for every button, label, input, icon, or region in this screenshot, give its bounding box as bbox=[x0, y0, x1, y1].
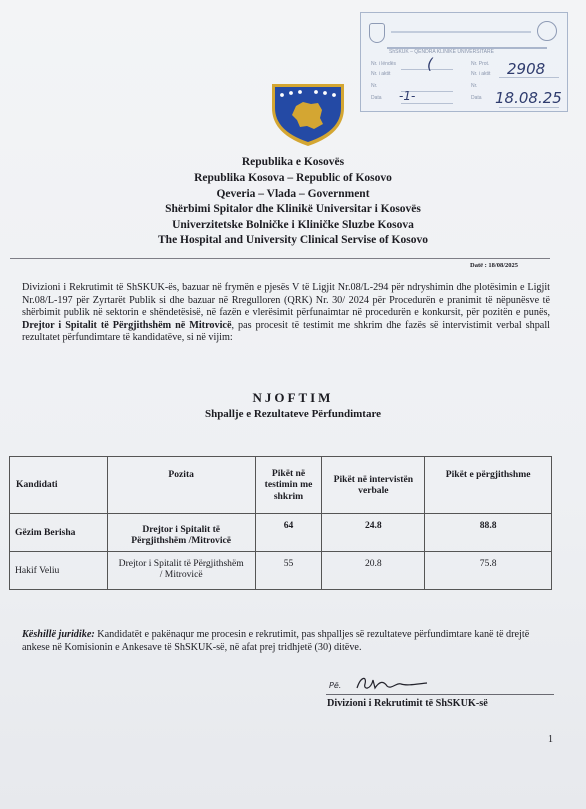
header-line-government: Qeveria – Vlada – Government bbox=[216, 188, 370, 200]
legal-advice: Këshillë juridike: Kandidatët e pakënaqur me procesin e rekrutimit, pas shpalljes së rezultateve përfundimtare kanë të drejtë ankese në Komisionin e Ankesave të ShSKUK-së, në afat prej tridhjetë (30) ditëve. bbox=[22, 629, 530, 653]
position-title: Drejtor i Spitalit të Përgjithshëm në Mitrovicë bbox=[22, 319, 232, 331]
written-score: 64 bbox=[255, 514, 322, 552]
kosovo-coat-of-arms-icon bbox=[270, 82, 346, 148]
handwritten-signature bbox=[327, 672, 437, 696]
column-header-written-test: Pikët në testimin me shkrim bbox=[255, 457, 322, 514]
header-line-institution-sq: Shërbimi Spitalor dhe Klinikë Universitar i Kosovës bbox=[165, 203, 421, 215]
header-line-institution-sr: Univerzitetske Bolničke i Kliničke Sluzbe Kosova bbox=[172, 219, 414, 231]
candidate-position: Drejtor i Spitalit të Përgjithshëm /Mitrovicë bbox=[107, 514, 255, 552]
candidate-position: Drejtor i Spitalit të Përgjithshëm / Mitrovicë bbox=[107, 552, 255, 590]
legal-advice-label: Këshillë juridike: bbox=[22, 629, 95, 640]
kosovo-shield-icon bbox=[369, 23, 385, 43]
header-line-republic: Republika e Kosovës bbox=[241, 156, 345, 168]
intro-paragraph: Divizioni i Rekrutimit të ShSKUK-ës, bazuar në frymën e pjesës V të Ligjit Nr.08/L-294 për ndryshimin dhe plotësimin e Ligjit Nr.08/L-197 për Zyrtarët Publik si dhe bazuar në Rregulloren (QRK) Nr. 30/ 2024 për Procedurën e pranimit të nëpunësve të shërbimit publik në sektorin e shëndetësisë, në fazën e vlerësimit përfunaimtar në procedurën e konkursit, për pozitën e punës, Drejtor i Spitalit të Përgjithshëm në Mitrovicë, pas procesit të testimit me shkrim dhe fazës së intervistimit verbal shpall rezultatet përfundimtare të kandidatëve, si në vijim: bbox=[22, 282, 550, 343]
document-date: Datë : 18/08/2025 bbox=[470, 262, 519, 269]
results-table bbox=[9, 456, 552, 590]
signature-label: Divizioni i Rekrutimit të ShSKUK-së bbox=[327, 698, 488, 709]
column-header-oral-interview: Pikët në intervistën verbale bbox=[322, 457, 425, 514]
candidate-name: Hakif Veliu bbox=[10, 552, 108, 590]
oral-score: 24.8 bbox=[322, 514, 425, 552]
written-score: 55 bbox=[255, 552, 322, 590]
candidate-name: Gëzim Berisha bbox=[10, 514, 108, 552]
signature-line bbox=[326, 694, 554, 695]
total-score: 75.8 bbox=[425, 552, 552, 590]
header-line-republic-multilingual: Republika Kosova – Republic of Kosovo bbox=[194, 172, 392, 184]
hospital-logo-icon bbox=[537, 21, 557, 41]
svg-text:Pë.: Pë. bbox=[329, 681, 342, 690]
stamp-handwritten-mark: -1- bbox=[399, 89, 416, 103]
stamp-date: 18.08.25 bbox=[495, 89, 562, 107]
registry-stamp: ShSKUK – QENDRA KLINIKE UNIVERSITARE Nr. i lëndës Nr. i aktit Nr. Data Nr. Prot. Nr. i aktit Nr. Data ( -1- 2908 18.08.25 bbox=[360, 12, 568, 112]
oral-score: 20.8 bbox=[322, 552, 425, 590]
column-header-candidate: Kandidati bbox=[10, 457, 108, 514]
header-line-institution-en: The Hospital and University Clinical Servise of Kosovo bbox=[158, 234, 428, 246]
table-row bbox=[10, 514, 552, 552]
column-header-total: Pikët e përgjithshme bbox=[425, 457, 552, 514]
table-row bbox=[10, 552, 552, 590]
table-header-row bbox=[10, 457, 552, 514]
notice-subtitle: Shpallje e Rezultateve Përfundimtare bbox=[204, 408, 382, 420]
column-header-position: Pozita bbox=[107, 457, 255, 514]
stamp-handwritten-mark: ( bbox=[427, 55, 433, 73]
stamp-header-text: ShSKUK – QENDRA KLINIKE UNIVERSITARE bbox=[389, 49, 494, 55]
header-divider bbox=[10, 258, 550, 259]
notice-title: NJOFTIM bbox=[252, 390, 334, 405]
page-number: 1 bbox=[548, 734, 553, 745]
total-score: 88.8 bbox=[425, 514, 552, 552]
stamp-protocol-number: 2908 bbox=[507, 60, 546, 78]
